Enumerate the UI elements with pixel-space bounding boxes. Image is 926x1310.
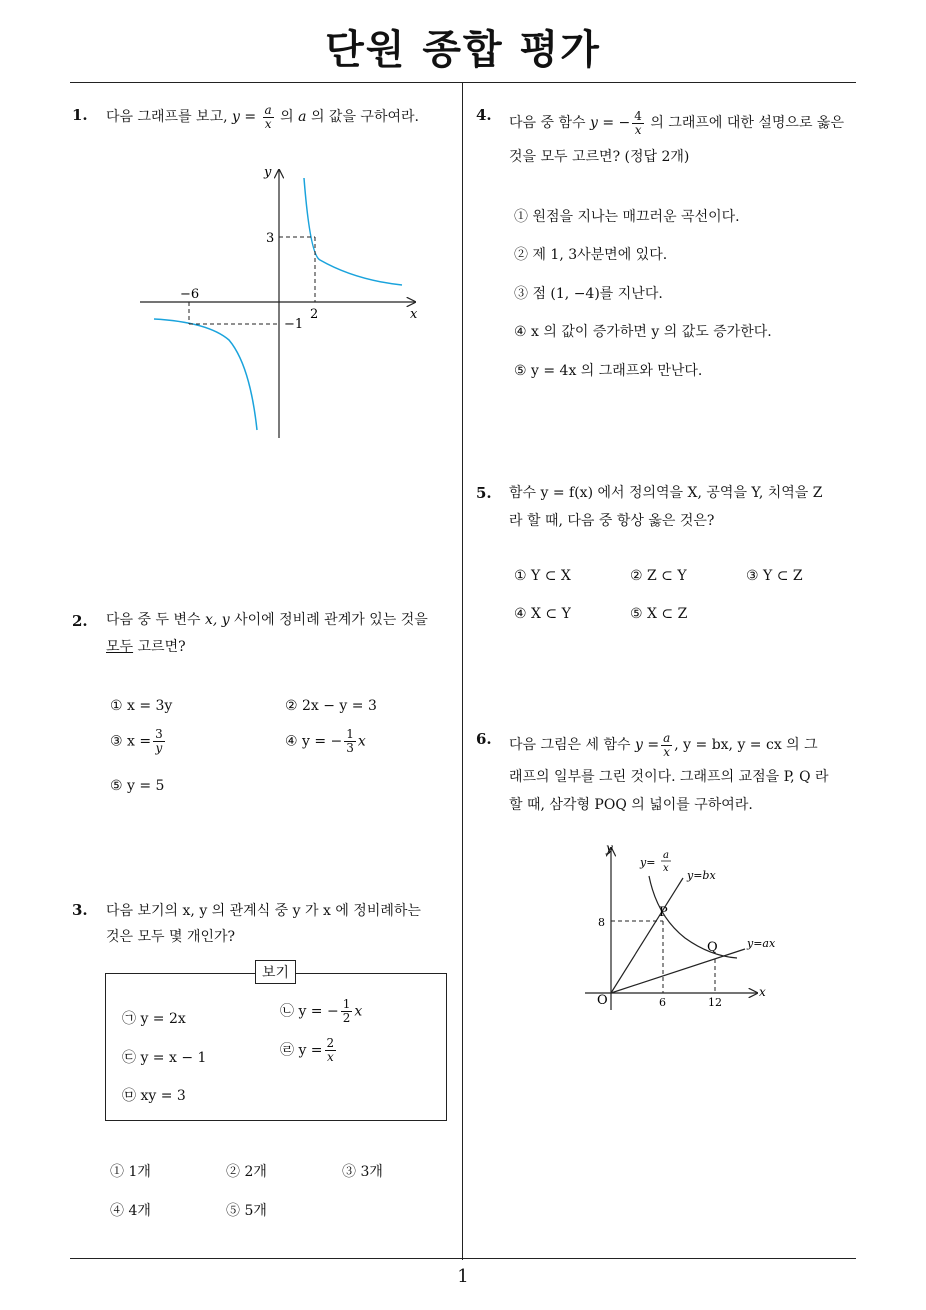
x-axis-label: x [410,307,418,322]
example-item-5: ㉤ xy = 3 [122,1088,186,1104]
label-y-bx: y=bx [687,869,716,882]
tick-label-m6: −6 [180,287,200,302]
q2-option-1: ① x = 3y [110,698,173,714]
q4-option-4: ④ x 의 값이 증가하면 y 의 값도 증가한다. [514,324,772,340]
curve-q1 [304,178,402,285]
tick-label-6: 6 [659,996,666,1009]
q1-graph [140,160,430,445]
tick-label-m1: −1 [284,317,304,332]
q5-option-3: ③ Y ⊂ Z [746,568,803,584]
footer-divider [70,1258,856,1259]
q3-option-5: ⑤ 5개 [226,1203,267,1219]
q3-option-1: ① 1개 [110,1164,151,1180]
q1-number: 1. [72,106,88,124]
q6-line1: 다음 그림은 세 함수 y = $\frac{a}{x}$ , y = bx, y = cx 의 그 [509,730,818,759]
q1-text: 다음 그래프를 보고, y = $\frac{a}{x}$ 의 a 의 값을 구하여라. [106,102,419,131]
label-y-a-x: y= [640,856,656,869]
q5-option-4: ④ X ⊂ Y [514,606,571,622]
q5-line2: 라 할 때, 다음 중 항상 옳은 것은? [509,513,715,529]
page-number: 1 [457,1266,469,1287]
example-item-4: ㉣ y = $\frac{2}{x}$ [280,1036,335,1064]
q4-option-2: ② 제 1, 3사분면에 있다. [514,247,668,263]
q4-option-5: ⑤ y = 4x 의 그래프와 만난다. [514,363,703,379]
q2-number: 2. [72,612,88,630]
column-divider [462,83,463,1260]
q2-line2: 모두 고르면? [106,639,186,655]
q4-option-3: ③ 점 (1, −4)를 지난다. [514,286,663,302]
q2-option-3: ③ x = $\frac{3}{y}$ [110,727,163,755]
q2-line1: 다음 중 두 변수 x, y 사이에 정비례 관계가 있는 것을 [106,612,428,628]
q3-option-4: ④ 4개 [110,1203,151,1219]
q6-line2: 래프의 일부를 그린 것이다. 그래프의 교점을 P, Q 라 [509,769,829,785]
q5-option-1: ① Y ⊂ X [514,568,571,584]
curve-q3 [154,319,257,430]
q4-number: 4. [476,106,492,124]
example-item-3: ㉢ y = x − 1 [122,1050,207,1066]
example-item-1: ㉠ y = 2x [122,1011,186,1027]
q5-option-5: ⑤ X ⊂ Z [630,606,688,622]
x-axis-label: x [759,985,766,999]
page-title: 단원 종합 평가 [325,27,601,73]
q2-option-2: ② 2x − y = 3 [285,698,377,714]
q4-line2: 것을 모두 고르면? (정답 2개) [509,149,690,165]
q3-option-3: ③ 3개 [342,1164,383,1180]
q6-line3: 할 때, 삼각형 POQ 의 넓이를 구하여라. [509,797,753,813]
line-ax [611,949,745,993]
point-q-label: Q [707,940,718,955]
tick-label-2: 2 [310,307,319,322]
header-divider [70,82,856,83]
y-axis-label: y [606,841,613,855]
y-axis-label: y [264,165,272,180]
q2-option-5: ⑤ y = 5 [110,778,165,794]
q3-line1: 다음 보기의 x, y 의 관계식 중 y 가 x 에 정비례하는 [106,903,421,919]
origin-label: O [597,993,608,1008]
svg-text:a: a [663,850,669,861]
tick-label-12: 12 [708,996,722,1009]
tick-label-8: 8 [598,916,605,929]
svg-text:x: x [663,863,669,874]
q2-option-4: ④ y = − $\frac{1}{3}$ x [285,727,366,755]
q4-line1: 다음 중 함수 y = − $\frac{4}{x}$ 의 그래프에 대한 설명으로 옳은 [509,108,844,137]
example-box-label: 보기 [255,960,296,984]
q5-option-2: ② Z ⊂ Y [630,568,687,584]
point-p-label: P [659,905,668,920]
q1-fraction: $\frac{a}{x}$ [264,102,272,131]
q3-line2: 것은 모두 몇 개인가? [106,929,236,945]
tick-label-3: 3 [266,231,275,246]
q6-number: 6. [476,730,492,748]
q6-graph [585,838,795,1018]
q4-option-1: ① 원점을 지나는 매끄러운 곡선이다. [514,209,740,225]
label-y-ax: y=ax [747,937,776,950]
line-bx [611,878,683,993]
q5-line1: 함수 y = f(x) 에서 정의역을 X, 공역을 Y, 치역을 Z [509,485,823,501]
q5-number: 5. [476,484,492,502]
q3-option-2: ② 2개 [226,1164,267,1180]
example-item-2: ㉡ y = − $\frac{1}{2}$ x [280,997,363,1025]
q3-number: 3. [72,901,88,919]
